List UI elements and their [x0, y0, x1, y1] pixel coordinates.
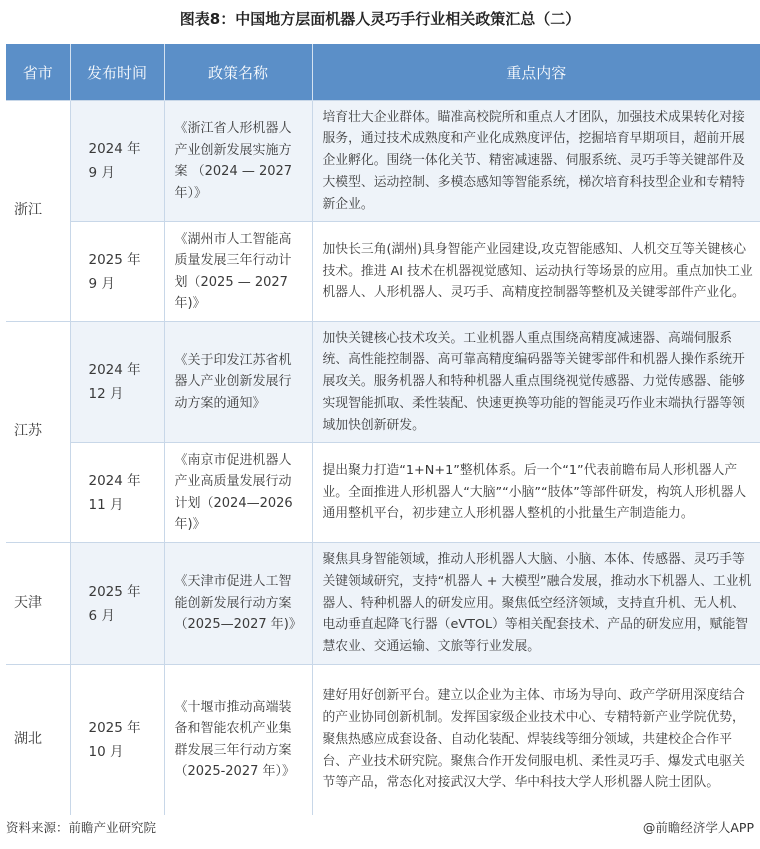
header-date: 发布时间: [70, 44, 164, 101]
content-cell: 聚焦具身智能领域，推动人形机器人大脑、小脑、本体、传感器、灵巧手等关键领域研究，支持“机器人 + 大模型”融合发展，推动水下机器人、工业机器人、特种机器人的研发应用。聚焦低空经济领域，支持直升机、无人机、电动垂直起降飞行器（eVTOL）等相关配套技术、产品的研发应用，赋能智慧农业、交通运输、文旅等行业发展。: [312, 543, 760, 665]
header-policy-name: 政策名称: [164, 44, 312, 101]
date-cell: 2024 年 9 月: [70, 101, 164, 222]
policy-name-cell: 《关于印发江苏省机器人产业创新发展行动方案的通知》: [164, 322, 312, 443]
content-cell: 加快关键核心技术攻关。工业机器人重点围绕高精度减速器、高端伺服系统、高性能控制器、高可靠高精度编码器等关键零部件和机器人操作系统开展攻关。服务机器人和特种机器人重点围绕视觉传感器、力觉传感器、能够实现智能抓取、柔性装配、快速更换等功能的智能灵巧作业末端执行器等领域加快创新研发。: [312, 322, 760, 443]
table-row: [6, 222, 760, 322]
table-header-row: [6, 44, 760, 101]
province-cell: 浙江: [6, 101, 70, 322]
policy-name-cell: 《浙江省人形机器人产业创新发展实施方案 （2024 — 2027 年）》: [164, 101, 312, 222]
date-cell: 2024 年 11 月: [70, 443, 164, 543]
table-row: [6, 665, 760, 815]
table-row: [6, 322, 760, 443]
policy-table: [6, 44, 760, 815]
content-cell: 培育壮大企业群体。瞄准高校院所和重点人才团队，加强技术成果转化对接服务，通过技术成熟度和产业化成熟度评估，挖掘培育早期项目，超前开展企业孵化。围绕一体化关节、精密减速器、伺服系统、灵巧手等关键部件及大模型、运动控制、多模态感知等智能系统，梯次培育科技型企业和专精特新企业。: [312, 101, 760, 222]
header-key-content: 重点内容: [312, 44, 760, 101]
source-note: 资料来源：前瞻产业研究院: [6, 820, 157, 835]
table-row: [6, 543, 760, 665]
province-cell: 江苏: [6, 322, 70, 543]
province-cell: 湖北: [6, 665, 70, 815]
date-cell: 2024 年 12 月: [70, 322, 164, 443]
content-cell: 提出聚力打造“1+N+1”整机体系。后一个“1”代表前瞻布局人形机器人产业。全面推进人形机器人“大脑”“小脑”“肢体”等部件研发，构筑人形机器人通用整机平台，初步建立人形机器人整机的小批量生产制造能力。: [312, 443, 760, 543]
table-row: [6, 101, 760, 222]
table-row: [6, 443, 760, 543]
content-cell: 建好用好创新平台。建立以企业为主体、市场为导向、政产学研用深度结合的产业协同创新机制。发挥国家级企业技术中心、专精特新产业学院优势，聚焦热感应成套设备、自动化装配、焊装线等细分领域，共建校企合作平台、产业技术研究院。聚焦合作开发伺服电机、柔性灵巧手、爆发式电驱关节等产品，常态化对接武汉大学、华中科技大学人形机器人院士团队。: [312, 665, 760, 815]
policy-name-cell: 《天津市促进人工智能创新发展行动方案（2025—2027 年)》: [164, 543, 312, 665]
content-cell: 加快长三角(湖州)具身智能产业园建设,攻克智能感知、人机交互等关键核心技术。推进 AI 技术在机器视觉感知、运动执行等场景的应用。重点加快工业机器人、人形机器人、灵巧手、高精度控制器等整机及关键零部件产业化。: [312, 222, 760, 322]
page-title: 图表8：中国地方层面机器人灵巧手行业相关政策汇总（二）: [179, 10, 581, 28]
province-cell: 天津: [6, 543, 70, 665]
policy-name-cell: 《十堰市推动高端装备和智能农机产业集群发展三年行动方案（2025-2027 年）》: [164, 665, 312, 815]
date-cell: 2025 年 6 月: [70, 543, 164, 665]
date-cell: 2025 年 10 月: [70, 665, 164, 815]
policy-name-cell: 《南京市促进机器人产业高质量发展行动计划（2024—2026 年)》: [164, 443, 312, 543]
policy-name-cell: 《湖州市人工智能高质量发展三年行动计划（2025 — 2027 年)》: [164, 222, 312, 322]
header-province: 省市: [6, 44, 70, 101]
date-cell: 2025 年 9 月: [70, 222, 164, 322]
credit-note: @前瞻经济学人APP: [642, 820, 754, 835]
